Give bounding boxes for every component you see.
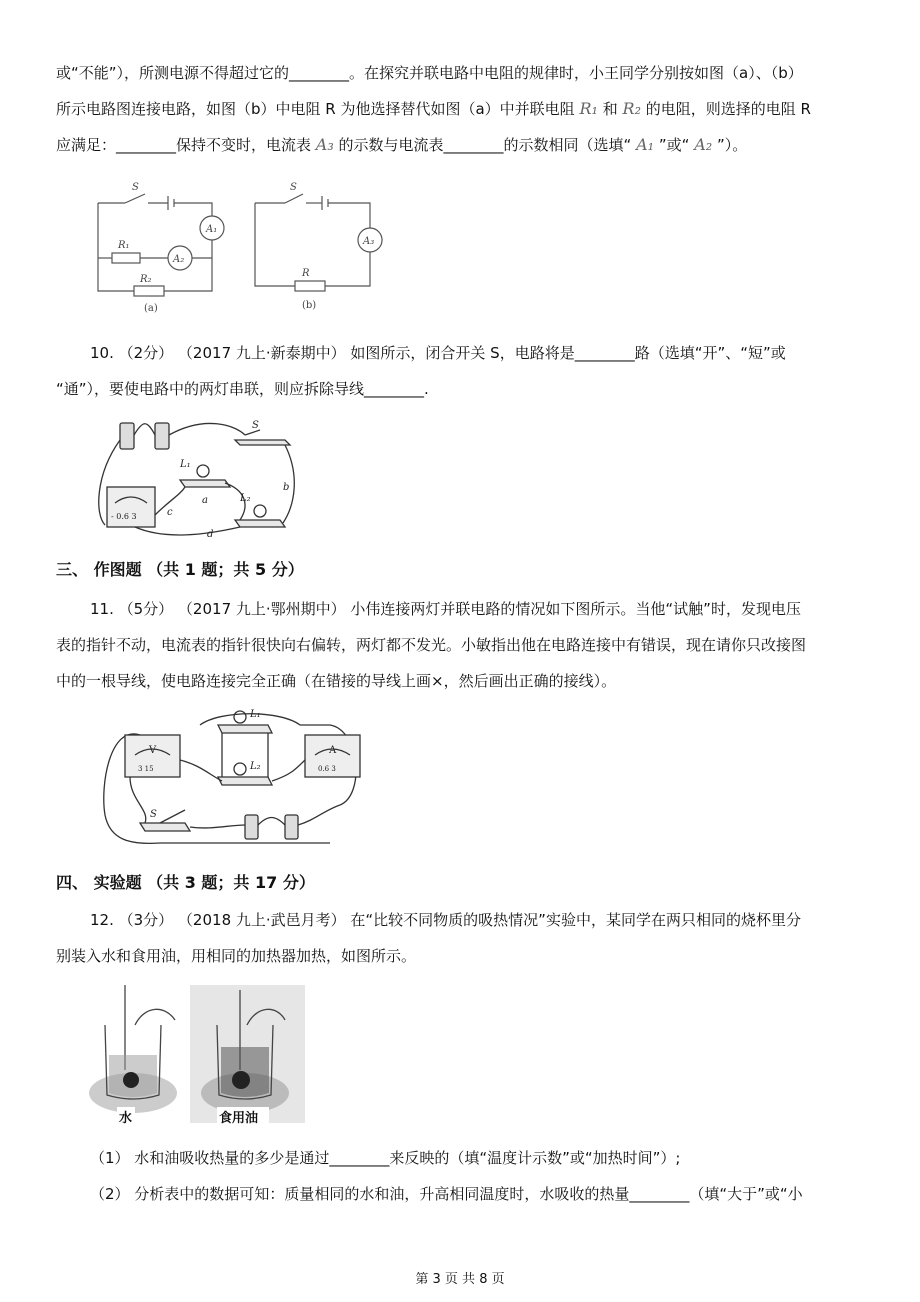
- label-cooking-oil: 食用油: [219, 1111, 259, 1126]
- label-l2: L₂: [240, 493, 251, 504]
- label-l1: L₁: [180, 459, 191, 470]
- question-11-line1: 11. （5分） （2017 九上·鄂州期中） 小伟连接两灯并联电路的情况如下图所示。当他“试触”时，发现电压: [90, 600, 801, 618]
- symbol-a1: A₁: [636, 135, 655, 154]
- symbol-a2: A₂: [694, 135, 713, 154]
- label-r1: R₁: [118, 240, 130, 251]
- question-10-line2: “通”），要使电路中的两灯串联，则应拆除导线________.: [56, 380, 429, 398]
- question-12-sub1: （1） 水和油吸收热量的多少是通过________来反映的（填“温度计示数”或“加热时间”）;: [90, 1149, 681, 1167]
- voltmeter-terminals: 3 15: [138, 765, 154, 773]
- label-ammeter: A: [329, 745, 337, 756]
- symbol-a3: A₃: [315, 135, 334, 154]
- label-wire-b: b: [283, 482, 290, 493]
- circuit-photo-q11: [100, 705, 370, 850]
- question-12-line2: 别装入水和食用油，用相同的加热器加热，如图所示。: [56, 947, 417, 965]
- meter-terminals: - 0.6 3: [111, 512, 137, 521]
- label-s: S: [252, 420, 259, 431]
- section-heading-3: 三、 作图题 （共 1 题；共 5 分）: [56, 560, 304, 579]
- label-wire-d: d: [207, 529, 214, 540]
- text-segment: 所示电路图连接电路，如图（b）中电阻 R 为他选择替代如图（a）中并联电阻: [56, 100, 575, 118]
- caption-a: (a): [144, 303, 158, 314]
- text-line: [56, 132, 876, 158]
- question-12-sub2: （2） 分析表中的数据可知：质量相同的水和油，升高相同温度时，水吸收的热量________（填“大于”或“小: [90, 1185, 803, 1203]
- label-r: R: [302, 268, 310, 279]
- label-a2: A₂: [173, 254, 185, 265]
- caption-b: (b): [302, 300, 317, 311]
- label-s: S: [132, 182, 139, 193]
- symbol-r1: R₁: [579, 99, 598, 118]
- text-segment: 应满足：________保持不变时，电流表: [56, 136, 312, 154]
- label-wire-a: a: [202, 495, 208, 506]
- label-s: S: [150, 809, 157, 820]
- label-voltmeter: V: [149, 745, 157, 756]
- text-segment: 和: [602, 100, 618, 118]
- text-line: [56, 96, 876, 122]
- label-r2: R₂: [140, 274, 152, 285]
- label-l1: L₁: [250, 709, 261, 720]
- ammeter-terminals: 0.6 3: [318, 765, 336, 773]
- question-11-line2: 表的指针不动，电流表的指针很快向右偏转，两灯都不发光。小敏指出他在电路连接中有错误，现在请你只改接图: [56, 636, 807, 654]
- beaker-experiment-photo: [85, 985, 315, 1130]
- question-10-line1: 10. （2分） （2017 九上·新泰期中） 如图所示，闭合开关 S，电路将是________路（选填“开”、“短”或: [90, 344, 786, 362]
- circuit-diagrams-ab: [90, 178, 400, 316]
- question-12-line1: 12. （3分） （2018 九上·武邑月考） 在“比较不同物质的吸热情况”实验中，某同学在两只相同的烧杯里分: [90, 911, 801, 929]
- label-s: S: [290, 182, 297, 193]
- label-water: 水: [119, 1111, 133, 1126]
- text-segment: 的示数与电流表________的示数相同（选填“: [338, 136, 632, 154]
- text-segment: ”）。: [716, 136, 748, 154]
- label-a3: A₃: [363, 236, 375, 247]
- question-11-line3: 中的一根导线，使电路连接完全正确（在错接的导线上画×，然后画出正确的接线）。: [56, 672, 617, 690]
- text-segment: ”或“: [658, 136, 690, 154]
- text-segment: 的电阻，则选择的电阻 R: [645, 100, 811, 118]
- symbol-r2: R₂: [622, 99, 641, 118]
- text-line: 或“不能”），所测电源不得超过它的________。在探究并联电路中电阻的规律时，小王同学分别按如图（a）、（b）: [56, 64, 803, 82]
- label-l2: L₂: [250, 761, 261, 772]
- page-footer: 第 3 页 共 8 页: [415, 1272, 505, 1287]
- label-wire-c: c: [167, 507, 173, 518]
- section-heading-4: 四、 实验题 （共 3 题；共 17 分）: [56, 873, 315, 892]
- label-a1: A₁: [206, 224, 218, 235]
- circuit-photo-q10: [95, 415, 300, 545]
